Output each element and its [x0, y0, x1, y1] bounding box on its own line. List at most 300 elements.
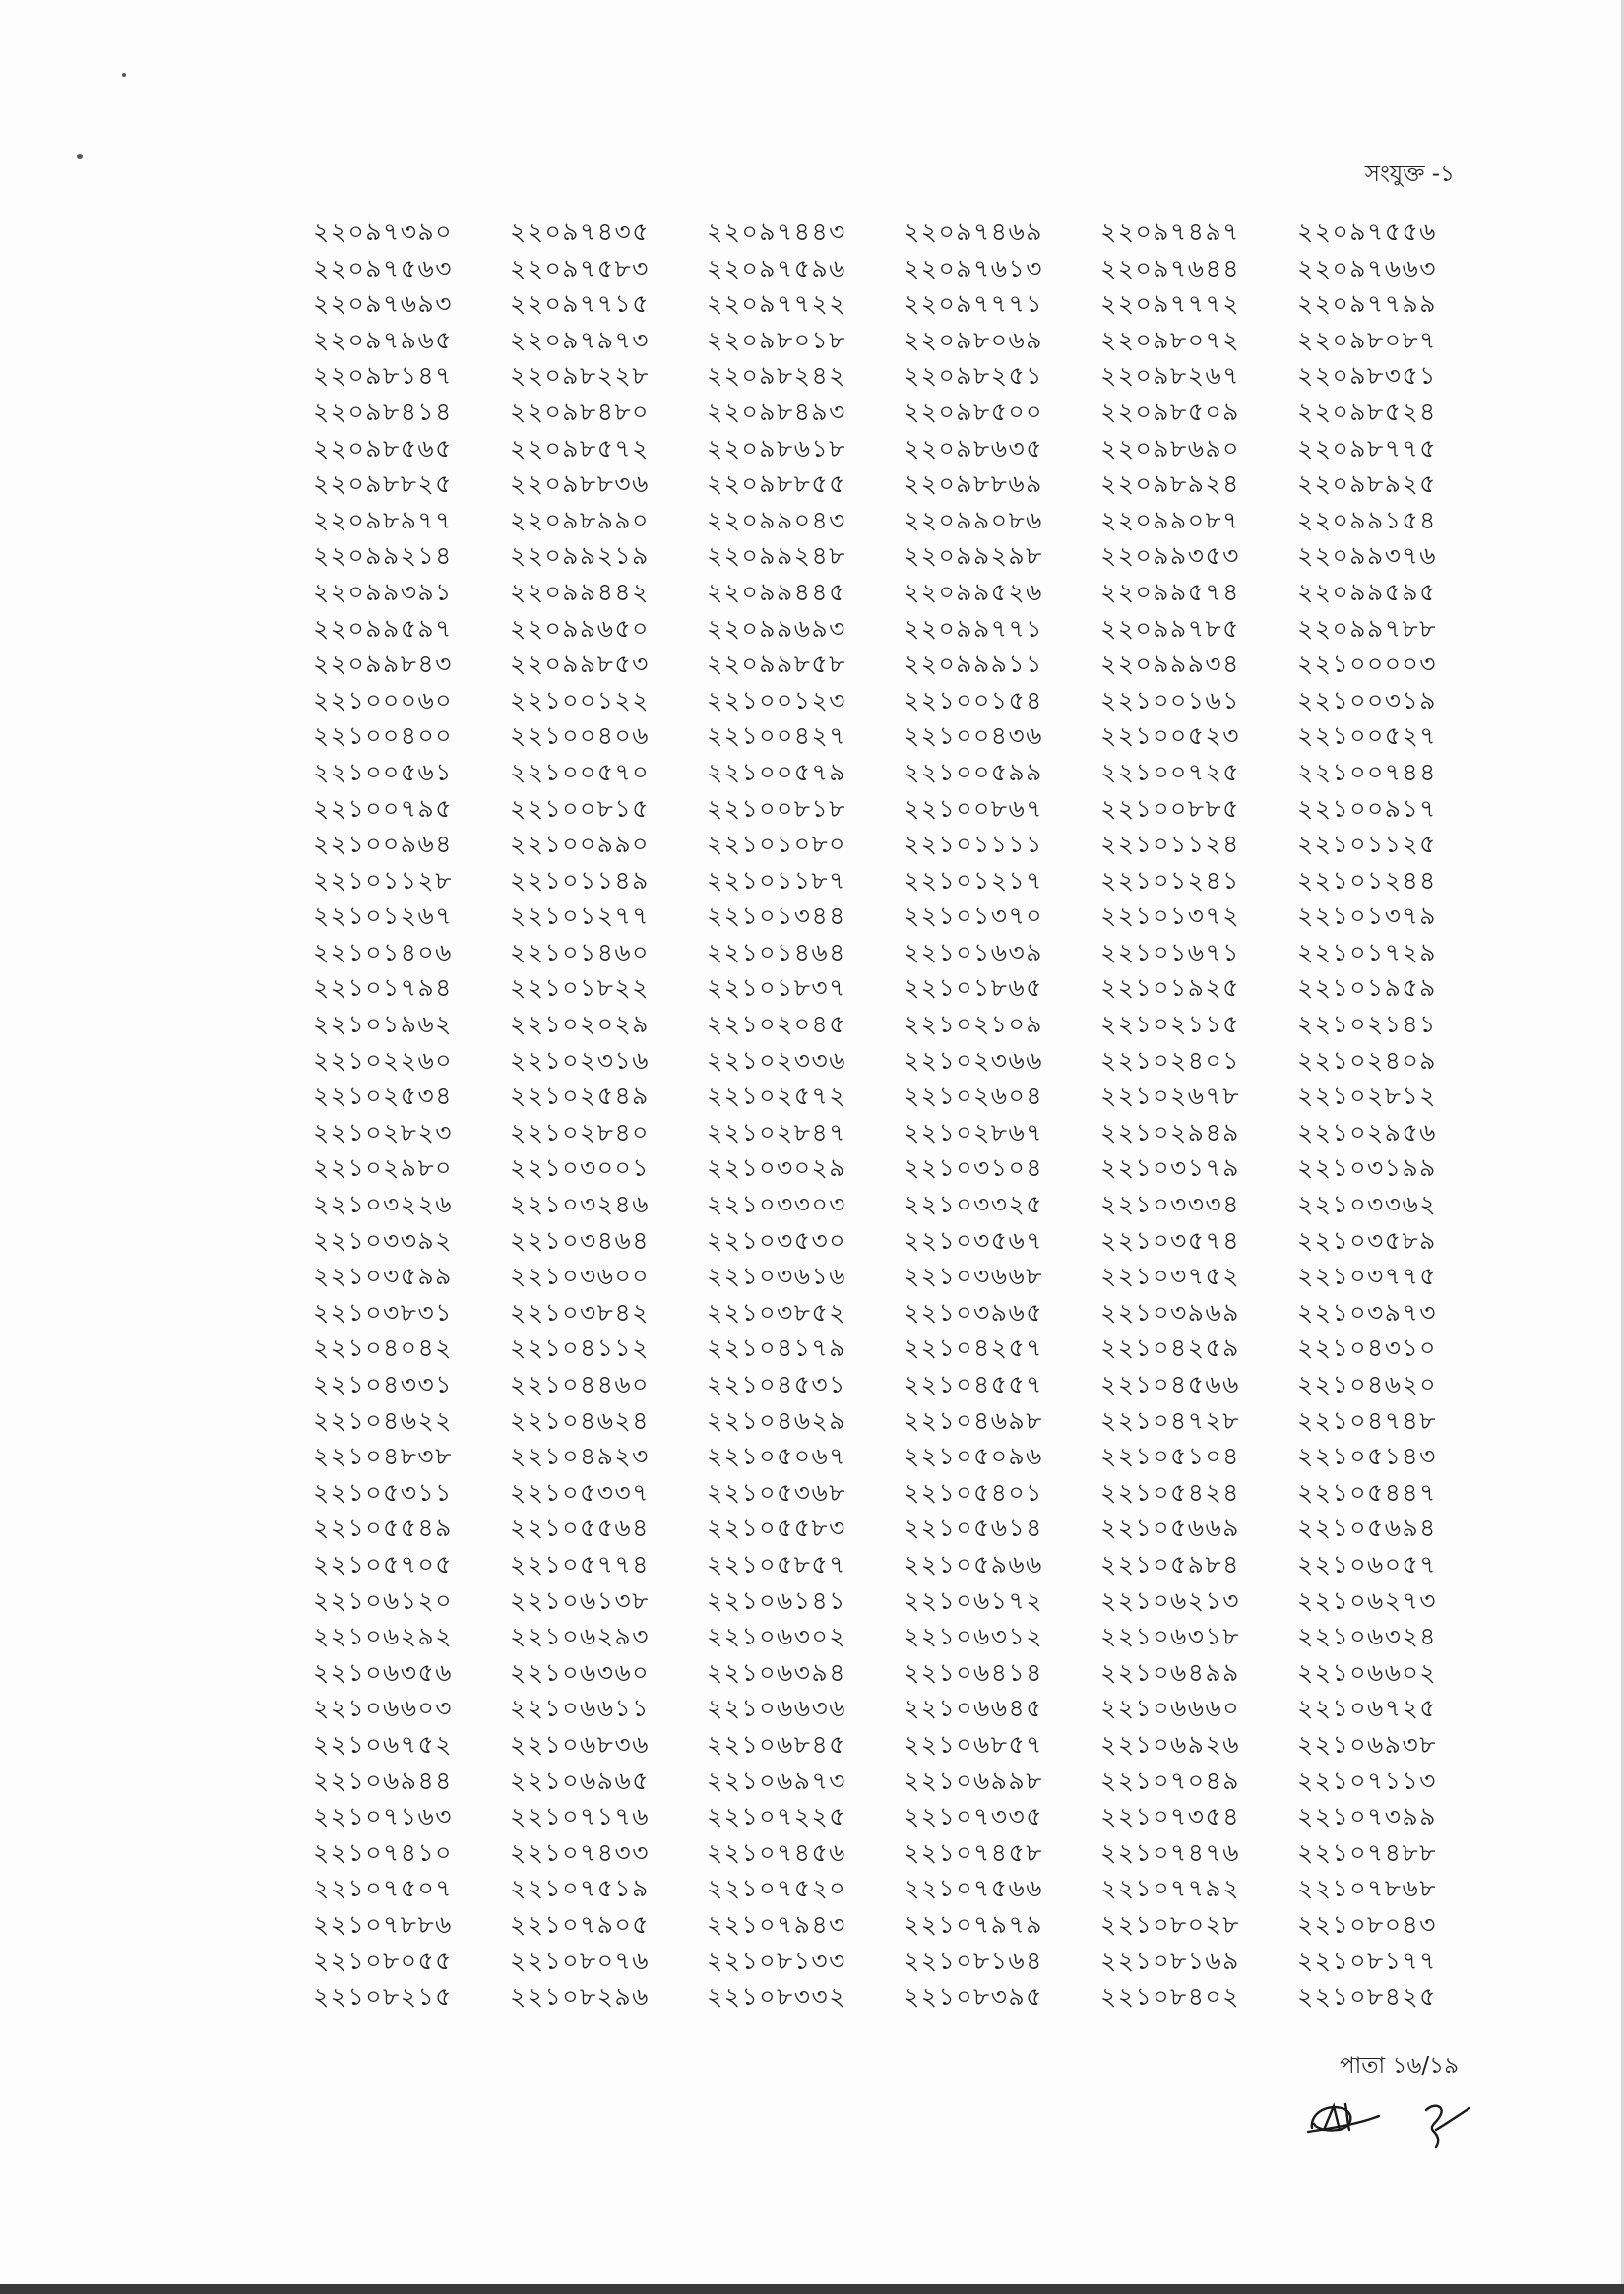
roll-number-cell: ২২০৯৭৭১৫ [510, 289, 650, 319]
roll-number-cell: ২২০৯৭৪৩৫ [510, 217, 650, 246]
roll-number-cell: ২২১০৬৬৩৬ [707, 1694, 847, 1723]
roll-number-cell: ২২১০৪২৫৭ [904, 1333, 1043, 1363]
roll-number-cell: ২২১০৫৬১৪ [904, 1514, 1043, 1543]
roll-number-cell: ২২০৯৮৪১৪ [313, 397, 453, 426]
roll-number-cell: ২২১০১৪০৬ [313, 937, 453, 966]
roll-number-cell: ২২১০৪৬২৯ [707, 1405, 846, 1435]
roll-number-cell: ২২১০৫১৪৩ [1297, 1442, 1437, 1471]
roll-number-cell: ২২১০৬৮৫৭ [904, 1729, 1043, 1759]
roll-number-cell: ২২১০৭৪৭৬ [1100, 1837, 1240, 1867]
roll-number-cell: ২২১০২০২৯ [510, 1010, 650, 1039]
roll-number-cell: ২২১০৩৫৯৯ [313, 1262, 453, 1291]
roll-number-cell: ২২১০৬৩৬০ [510, 1657, 651, 1687]
roll-number-cell: ২২১০২৪০৯ [1297, 1045, 1437, 1075]
roll-number-cell: ২২১০৩০০১ [510, 1153, 650, 1183]
roll-number-cell: ২২১০৫৬৬৯ [1100, 1514, 1240, 1543]
roll-number-cell: ২২০৯৯৫৯৫ [1297, 577, 1437, 606]
roll-number-cell: ২২১০৬১৭২ [904, 1585, 1043, 1615]
roll-number-cell: ২২১০০৮১৫ [510, 793, 650, 823]
signatures [1304, 2084, 1481, 2153]
roll-number-cell: ২২১০৬৩০২ [707, 1622, 847, 1651]
roll-number-cell: ২২১০০৩১৯ [1297, 685, 1437, 714]
roll-number-cell: ২২১০৩১০৪ [904, 1153, 1043, 1183]
roll-number-cell: ২২১০৫৪০১ [904, 1477, 1043, 1507]
roll-number-cell: ২২১০০০০৩ [1297, 650, 1438, 679]
roll-number-cell: ২২০৯৮২৪২ [707, 361, 846, 391]
roll-number-cell: ২২১০৬৬০২ [1297, 1657, 1438, 1687]
roll-number-cell: ২২১০১২১৭ [904, 865, 1043, 895]
roll-number-cell: ২২১০১২৭৭ [510, 901, 650, 931]
roll-number-cell: ২২০৯৮৮৩৬ [510, 469, 650, 499]
roll-number-cell: ২২১০১২৪১ [1100, 865, 1240, 895]
roll-number-cell: ২২১০২৩৬৬ [904, 1045, 1044, 1075]
roll-number-cell: ২২১০৩৫৭৪ [1100, 1225, 1240, 1255]
roll-number-cell: ২২১০৪৯২৩ [510, 1442, 650, 1471]
roll-number-cell: ২২০৯৯২১৪ [313, 541, 453, 571]
roll-number-cell: ২২১০৮০২৮ [1100, 1909, 1240, 1939]
roll-number-cell: ২২০৯৯০৮৬ [904, 505, 1043, 534]
roll-number-cell: ২২১০৭৫১৯ [510, 1874, 650, 1903]
roll-number-cell: ২২০৯৮০১৮ [707, 325, 846, 354]
roll-number-cell: ২২১০৭৫০৭ [313, 1874, 453, 1903]
roll-number-cell: ২২০৯৮০৮৭ [1297, 325, 1437, 354]
roll-number-cell: ২২১০৮০৪৩ [1297, 1909, 1437, 1939]
roll-number-cell: ২২১০৪৫৩১ [707, 1370, 846, 1398]
roll-number-cell: ২২১০৭৪৫৮ [904, 1837, 1043, 1867]
roll-number-cell: ২২১০২৯৮০ [313, 1153, 453, 1183]
roll-number-cell: ২২১০২৮৪০ [510, 1117, 650, 1147]
roll-number-cell: ২২১০৬৯৩৮ [1297, 1729, 1437, 1759]
roll-number-cell: ২২০৯৮১৪৭ [313, 361, 453, 391]
roll-number-cell: ২২০৯৮৯৭৭ [313, 505, 453, 534]
roll-number-cell: ২২১০৭৫৬৬ [904, 1874, 1043, 1903]
roll-number-cell: ২২১০০৪০৬ [510, 721, 650, 751]
roll-number-cell: ২২০৯৯৮৫৩ [510, 650, 650, 679]
roll-number-cell: ২২১০৫৭৭৪ [510, 1549, 650, 1579]
roll-number-cell: ২২০৯৯৯৩৪ [1100, 650, 1240, 679]
roll-number-cell: ২২১০০১২৩ [707, 685, 846, 714]
roll-number-cell: ২২১০৮৩৯৫ [904, 1982, 1043, 2012]
roll-number-cell: ২২০৯৮২৬৭ [1100, 361, 1240, 391]
roll-number-cell: ২২০৯৭৬৯৩ [313, 289, 453, 319]
roll-number-cell: ২২১০৭৯৪৩ [707, 1909, 846, 1939]
roll-number-cell: ২২১০৩৩৩৪ [1100, 1190, 1240, 1219]
roll-number-cell: ২২১০৬৪১৪ [904, 1657, 1043, 1687]
roll-number-cell: ২২০৯৮৬৯০ [1100, 433, 1240, 463]
roll-number-cell: ২২১০৫৫৬৪ [510, 1514, 650, 1543]
roll-number-cell: ২২১০০৫৭৯ [707, 757, 846, 786]
roll-number-cell: ২২০৯৮৫০০ [904, 397, 1043, 426]
roll-number-cell: ২২১০৭৪১০ [313, 1837, 453, 1867]
roll-number-cell: ২২১০৪০৪২ [313, 1333, 453, 1363]
roll-number-cell: ২২১০৭৪৮৮ [1297, 1837, 1437, 1867]
roll-number-cell: ২২১০৪৩১০ [1297, 1333, 1437, 1363]
roll-number-cell: ২২০৯৯৭৭১ [904, 613, 1043, 643]
roll-number-cell: ২২১০৩৮৫২ [707, 1297, 846, 1327]
roll-number-cell: ২২১০৬৬০৩ [313, 1694, 454, 1723]
roll-number-cell: ২২১০১৮৩৭ [707, 973, 846, 1003]
roll-number-cell: ২২০৯৯২১৯ [510, 541, 650, 571]
roll-number-cell: ২২১০১০৮০ [707, 830, 846, 859]
roll-number-cell: ২২০৯৮৬১৮ [707, 433, 846, 463]
roll-number-cell: ২২১০৫৬৯৪ [1297, 1514, 1437, 1543]
roll-number-cell: ২২১০১১৮৭ [707, 865, 846, 895]
roll-number-cell: ২২১০০৪৩৬ [904, 721, 1043, 751]
roll-number-cell: ২২১০৬৩৫৬ [313, 1657, 453, 1687]
roll-number-cell: ২২১০৬২৯২ [313, 1622, 453, 1651]
roll-number-cell: ২২০৯৯৫৯৭ [313, 613, 453, 643]
roll-number-cell: ২২১০২৪০১ [1100, 1045, 1240, 1075]
roll-number-cell: ২২০৯৭৪৪৩ [707, 217, 846, 246]
roll-number-cell: ২২০৯৮৮২৫ [313, 469, 453, 499]
roll-number-cell: ২২১০০৫৭০ [510, 757, 650, 786]
roll-number-cell: ২২১০৬৬৪৫ [904, 1694, 1043, 1723]
roll-number-cell: ২২১০৬৩২৪ [1297, 1622, 1437, 1651]
roll-number-cell: ২২১০৪৬২৪ [510, 1405, 650, 1435]
roll-number-cell: ২২০৯৯৮৫৮ [707, 650, 846, 679]
roll-number-cell: ২২০৯৮৪৮০ [510, 397, 650, 426]
roll-number-cell: ২২০৯৮৯৯০ [510, 505, 650, 534]
roll-number-cell: ২২১০৪৬৯৮ [904, 1405, 1043, 1435]
roll-number-cell: ২২১০৬০৫৭ [1297, 1549, 1437, 1579]
roll-number-cell: ২২১০৩৩২৫ [904, 1190, 1043, 1219]
roll-number-cell: ২২১০৫০৬৭ [707, 1442, 846, 1471]
roll-number-cell: ২২১০১৩৭০ [904, 901, 1043, 931]
roll-number-cell: ২২১০৭৪৫৬ [707, 1837, 846, 1867]
roll-number-cell: ২২১০৩০২৯ [707, 1153, 846, 1183]
roll-number-cell: ২২১০৫৪৪৭ [1297, 1477, 1437, 1507]
roll-number-cell: ২২১০৪৬২০ [1297, 1370, 1437, 1398]
roll-number-cell: ২২১০৩৬১৬ [707, 1262, 846, 1291]
roll-number-cell: ২২১০১১২৪ [1100, 830, 1240, 859]
initial-mark [1426, 2106, 1469, 2147]
roll-number-cell: ২২১০৬৬১১ [510, 1694, 650, 1723]
roll-number-cell: ২২১০৭৯০৫ [510, 1909, 650, 1939]
roll-number-cell: ২২০৯৯৩৯১ [313, 577, 453, 606]
roll-number-cell: ২২১০৭৯৭৯ [904, 1909, 1043, 1939]
roll-number-cell: ২২০৯৭৬১৩ [904, 253, 1043, 282]
roll-number-cell: ২২১০০১২২ [510, 685, 650, 714]
roll-number-cell: ২২১০৩৫৮৯ [1297, 1225, 1437, 1255]
annex-label: সংযুক্ত -১ [1364, 161, 1455, 187]
roll-number-cell: ২২১০৫১০৪ [1100, 1442, 1240, 1471]
roll-number-cell: ২২০৯৮৫৬৫ [313, 433, 453, 463]
roll-number-cell: ২২১০৫৭০৫ [313, 1549, 453, 1579]
roll-number-cell: ২২১০৬২৯৩ [510, 1622, 650, 1651]
roll-number-cell: ২২১০৬৩১২ [904, 1622, 1043, 1651]
roll-number-cell: ২২১০৩৫৩০ [707, 1225, 846, 1255]
roll-number-cell: ২২১০৪৭৪৮ [1297, 1405, 1437, 1435]
roll-number-cell: ২২০৯৭৫৮৩ [510, 253, 650, 282]
roll-number-cell: ২২১০৭৮৬৮ [1297, 1874, 1437, 1903]
roll-number-cell: ২২১০৩২৪৬ [510, 1190, 650, 1219]
roll-number-cell: ২২১০৬১৩৮ [510, 1585, 650, 1615]
roll-number-table [313, 215, 1494, 2015]
roll-number-cell: ২২০৯৭৭৯৯ [1297, 289, 1437, 319]
roll-number-cell: ২২১০৬৯৭৩ [707, 1766, 846, 1795]
roll-number-cell: ২২১০৩৫৬৭ [904, 1225, 1043, 1255]
roll-number-cell: ২২১০০৪০০ [313, 721, 453, 751]
roll-number-cell: ২২০৯৭৫৫৬ [1297, 217, 1437, 246]
roll-number-cell: ২২১০৬৯২৬ [1100, 1729, 1240, 1759]
roll-number-cell: ২২১০৮০৫৫ [313, 1946, 453, 1975]
roll-number-cell: ২২১০৮১৬৯ [1100, 1946, 1240, 1975]
roll-number-cell: ২২১০৩১৭৯ [1100, 1153, 1240, 1183]
scan-speck [77, 154, 83, 159]
roll-number-cell: ২২১০১৯২৫ [1100, 973, 1240, 1003]
roll-number-cell: ২২০৯৯৮৪৩ [313, 650, 453, 679]
roll-number-cell: ২২০৯৮৬৩৫ [904, 433, 1043, 463]
roll-number-cell: ২২১০৬৭২৫ [1297, 1694, 1437, 1723]
roll-number-cell: ২২১০৭৩৩৫ [904, 1802, 1043, 1831]
roll-number-cell: ২২১০১৩৪৪ [707, 901, 846, 931]
roll-number-cell: ২২১০৬৯৪৪ [313, 1766, 453, 1795]
roll-number-cell: ২২১০০৪২৭ [707, 721, 846, 751]
roll-number-cell: ২২০৯৭৭৭২ [1100, 289, 1241, 319]
roll-number-cell: ২২১০৩৯৭৩ [1297, 1297, 1437, 1327]
roll-number-cell: ২২১০৮০৭৬ [510, 1946, 650, 1975]
roll-number-cell: ২২১০৫০৯৬ [904, 1442, 1043, 1471]
roll-number-cell: ২২১০২৮৬৭ [904, 1117, 1043, 1147]
roll-number-cell: ২২১০১৭৯৪ [313, 973, 453, 1003]
roll-number-cell: ২২১০০০৬০ [313, 685, 454, 714]
roll-number-cell: ২২১০৩৯৬৯ [1100, 1297, 1240, 1327]
roll-number-cell: ২২১০৪৩৩১ [313, 1370, 453, 1398]
roll-number-cell: ২২০৯৮২২৮ [510, 361, 650, 391]
roll-number-cell: ২২০৯৯২৯৮ [904, 541, 1043, 571]
scan-speck [122, 73, 126, 77]
roll-number-cell: ২২১০২৬৭৮ [1100, 1082, 1240, 1111]
roll-number-cell: ২২১০২১০৯ [904, 1010, 1043, 1039]
roll-number-cell: ২২১০৩৬৬৮ [904, 1262, 1043, 1291]
roll-number-cell: ২২১০৮২১৫ [313, 1982, 453, 2012]
roll-number-cell: ২২০৯৯৩৫৩ [1100, 541, 1240, 571]
roll-number-cell: ২২১০৩৬০০ [510, 1262, 651, 1291]
roll-number-cell: ২২১০০৭৯৫ [313, 793, 453, 823]
roll-number-cell: ২২১০০৫৬১ [313, 757, 453, 786]
roll-number-cell: ২২১০২০৪৫ [707, 1010, 846, 1039]
roll-number-cell: ২২১০৮১৭৭ [1297, 1946, 1437, 1975]
roll-number-cell: ২২১০৩৩৬২ [1297, 1190, 1438, 1219]
roll-number-cell: ২২০৯৭৭৭১ [904, 289, 1043, 319]
roll-number-cell: ২২০৯৮৫৭২ [510, 433, 650, 463]
roll-number-cell: ২২১০৮২৯৬ [510, 1982, 650, 2012]
roll-number-cell: ২২১০১১২৮ [313, 865, 453, 895]
roll-number-cell: ২২১০২৮২৩ [313, 1117, 453, 1147]
roll-number-cell: ২২১০১৮২২ [510, 973, 650, 1003]
roll-number-cell: ২২০৯৯৪৪৫ [707, 577, 846, 606]
signature-mark [1308, 2104, 1379, 2132]
roll-number-cell: ২২১০৬৪৯৯ [1100, 1657, 1240, 1687]
roll-number-cell: ২২১০৫৩১১ [313, 1477, 453, 1507]
roll-number-cell: ২২১০৫৩৩৭ [510, 1477, 650, 1507]
roll-number-cell: ২২১০৭৩৫৪ [1100, 1802, 1240, 1831]
roll-number-cell: ২২১০২৮১২ [1297, 1082, 1437, 1111]
roll-number-cell: ২২০৯৯৬৫০ [510, 613, 650, 643]
roll-number-cell: ২২১০২১৪১ [1297, 1010, 1437, 1039]
roll-number-cell: ২২১০৩৮৩১ [313, 1297, 453, 1327]
roll-number-cell: ২২১০৬২১৩ [1100, 1585, 1240, 1615]
roll-number-cell: ২২১০৭৪৩৩ [510, 1837, 650, 1867]
roll-number-cell: ২২১০৪৫৬৬ [1100, 1370, 1240, 1398]
roll-number-cell: ২২০৯৯১৫৪ [1297, 505, 1437, 534]
roll-number-cell: ২২১০০৫২৩ [1100, 721, 1240, 751]
roll-number-cell: ২২০৯৮২৫১ [904, 361, 1043, 391]
roll-number-cell: ২২১০৪৪৬০ [510, 1370, 650, 1398]
roll-number-cell: ২২১০০৫৯৯ [904, 757, 1043, 786]
roll-number-cell: ২২১০০১৬১ [1100, 685, 1240, 714]
roll-number-cell: ২২০৯৯৩৭৬ [1297, 541, 1437, 571]
roll-number-cell: ২২১০৫৪২৪ [1100, 1477, 1240, 1507]
roll-number-cell: ২২০৯৭৫৬৩ [313, 253, 453, 282]
roll-number-cell: ২২১০১৬৩৯ [904, 937, 1043, 966]
roll-number-cell: ২২১০২২৬০ [313, 1045, 454, 1075]
roll-number-cell: ২২০৯৭৪৬৯ [904, 217, 1043, 246]
roll-number-cell: ২২০৯৯৫৭৪ [1100, 577, 1240, 606]
roll-number-cell: ২২১০৮৪০২ [1100, 1982, 1240, 2012]
roll-number-cell: ২২০৯৮৮৬৯ [904, 469, 1043, 499]
roll-number-cell: ২২১০১৪৬৪ [707, 937, 846, 966]
roll-number-cell: ২২১০৫৫৮৩ [707, 1514, 846, 1543]
roll-number-cell: ২২০৯৯২৪৮ [707, 541, 846, 571]
roll-number-cell: ২২১০৩৯৬৫ [904, 1297, 1043, 1327]
roll-number-cell: ২২১০১৩৭৯ [1297, 901, 1437, 931]
roll-number-cell: ২২১০১১১১ [904, 830, 1043, 859]
roll-number-cell: ২২১০৭১৬৩ [313, 1802, 453, 1831]
roll-number-cell: ২২১০৬৩১৮ [1100, 1622, 1240, 1651]
roll-number-cell: ২২১০৭২২৫ [707, 1802, 846, 1831]
roll-number-cell: ২২০৯৮৯২৪ [1100, 469, 1240, 499]
roll-number-cell: ২২০৯৮০৭২ [1100, 325, 1240, 354]
roll-number-cell: ২২১০২৬০৪ [904, 1082, 1043, 1111]
roll-number-cell: ২২১০৫৫৪৯ [313, 1514, 453, 1543]
roll-number-cell: ২২১০১৬৭১ [1100, 937, 1240, 966]
roll-number-cell: ২২১০৭১১৩ [1297, 1766, 1437, 1795]
roll-number-cell: ২২০৯৮৯২৫ [1297, 469, 1437, 499]
roll-number-cell: ২২১০১২৬৭ [313, 901, 453, 931]
roll-number-cell: ২২১০৩৩০৩ [707, 1190, 847, 1219]
roll-number-cell: ২২১০৪৮৩৮ [313, 1442, 453, 1471]
roll-number-cell: ২২১০০৫২৭ [1297, 721, 1437, 751]
roll-number-cell: ২২১০০১৫৪ [904, 685, 1043, 714]
roll-number-cell: ২২০৯৭৬৪৪ [1100, 253, 1240, 282]
roll-number-cell: ২২১০৬৩৯৪ [707, 1657, 846, 1687]
roll-number-cell: ২২১০৬৮৩৬ [510, 1729, 650, 1759]
roll-number-cell: ২২১০০৯১৭ [1297, 793, 1437, 823]
roll-number-cell: ২২১০১৯৫৯ [1297, 973, 1437, 1003]
roll-number-cell: ২২১০৭০৪৯ [1100, 1766, 1240, 1795]
roll-number-cell: ২২১০৬৯৬৫ [510, 1766, 650, 1795]
roll-number-cell: ২২০৯৭৯৭৩ [510, 325, 650, 354]
roll-number-cell: ২২০৯৯০৮৭ [1100, 505, 1240, 534]
roll-number-cell: ২২১০১৯৬২ [313, 1010, 453, 1039]
roll-number-cell: ২২১০০৭২৫ [1100, 757, 1240, 786]
roll-number-cell: ২২১০৬১৪১ [707, 1585, 846, 1615]
roll-number-cell: ২২১০৭৮৮৬ [313, 1909, 453, 1939]
roll-number-cell: ২২১০২৯৫৬ [1297, 1117, 1437, 1147]
page-number: পাতা ১৬/১৯ [1340, 2053, 1459, 2078]
roll-number-cell: ২২১০৫৮৫৭ [707, 1549, 846, 1579]
roll-number-cell: ২২১০১১৪৯ [510, 865, 650, 895]
roll-number-cell: ২২১০৫৯৮৪ [1100, 1549, 1240, 1579]
roll-number-cell: ২২১০৭৫২০ [707, 1874, 846, 1903]
roll-number-cell: ২২১০১১২৫ [1297, 830, 1437, 859]
roll-number-cell: ২২১০৪১১২ [510, 1333, 650, 1363]
roll-number-cell: ২২১০৩২২৬ [313, 1190, 454, 1219]
roll-number-cell: ২২১০২৩৩৬ [707, 1045, 847, 1075]
roll-number-cell: ২২০৯৮৩৫১ [1297, 361, 1437, 391]
roll-number-cell: ২২১০৭৩৯৯ [1297, 1802, 1437, 1831]
roll-number-cell: ২২১০৭১৭৬ [510, 1802, 650, 1831]
roll-number-cell: ২২০৯৭৭২২ [707, 289, 847, 319]
roll-number-cell: ২২১০৪৬২২ [313, 1405, 453, 1435]
roll-number-cell: ২২১০১৮৬৫ [904, 973, 1043, 1003]
roll-number-cell: ২২০৯৯৫২৬ [904, 577, 1043, 606]
roll-number-cell: ২২১০০৮৮৫ [1100, 793, 1240, 823]
roll-number-cell: ২২১০৪২৫৯ [1100, 1333, 1240, 1363]
roll-number-cell: ২২১০২৫৩৪ [313, 1082, 453, 1111]
roll-number-cell: ২২১০০৯৯০ [510, 830, 650, 859]
roll-number-cell: ২২০৯৮০৬৯ [904, 325, 1043, 354]
roll-number-cell: ২২০৯৭৬৬৩ [1297, 253, 1438, 282]
roll-number-cell: ২২১০২৩১৬ [510, 1045, 650, 1075]
roll-number-cell: ২২১০৩১৯৯ [1297, 1153, 1437, 1183]
roll-number-cell: ২২১০৬২৭৩ [1297, 1585, 1438, 1615]
roll-number-cell: ২২০৯৮৭৭৫ [1297, 433, 1437, 463]
roll-number-cell: ২২০৯৭৯৬৫ [313, 325, 453, 354]
roll-number-cell: ২২১০৩৪৬৪ [510, 1225, 650, 1255]
roll-number-cell: ২২০৯৯৯১১ [904, 650, 1043, 679]
roll-number-cell: ২২১০২১১৫ [1100, 1010, 1240, 1039]
roll-number-cell: ২২১০২৮৪৭ [707, 1117, 846, 1147]
roll-number-cell: ২২১০২৫৪৯ [510, 1082, 650, 1111]
roll-number-cell: ২২১০২৯৪৯ [1100, 1117, 1240, 1147]
roll-number-cell: ২২১০৬১২০ [313, 1585, 453, 1615]
roll-number-cell: ২২১০২৫৭২ [707, 1082, 846, 1111]
roll-number-cell: ২২০৯৯০৪৩ [707, 505, 846, 534]
scan-border [0, 2284, 1624, 2294]
roll-number-cell: ২২০৯৮৫২৪ [1297, 397, 1437, 426]
roll-number-cell: ২২১০৬৭৫২ [313, 1729, 453, 1759]
roll-number-cell: ২২১০৩৭৭৫ [1297, 1262, 1437, 1291]
roll-number-cell: ২২১০১২৪৪ [1297, 865, 1437, 895]
roll-number-cell: ২২০৯৭৩৯০ [313, 217, 453, 246]
roll-number-cell: ২২১০০৮৬৭ [904, 793, 1043, 823]
roll-number-cell: ২২১০১৭২৯ [1297, 937, 1437, 966]
roll-number-cell: ২২১০৮১৩৩ [707, 1946, 846, 1975]
roll-number-cell: ২২১০১৪৬০ [510, 937, 650, 966]
roll-number-cell: ২২০৯৯৬৯৩ [707, 613, 846, 643]
roll-number-cell: ২২০৯৮৪৯৩ [707, 397, 846, 426]
roll-number-cell: ২২১০৩৭৫২ [1100, 1262, 1240, 1291]
roll-number-cell: ২২০৯৯৭৮৫ [1100, 613, 1240, 643]
roll-number-cell: ২২১০০৯৬৪ [313, 830, 453, 859]
roll-number-cell: ২২১০৮১৬৪ [904, 1946, 1043, 1975]
roll-number-cell: ২২১০৬৮৪৫ [707, 1729, 846, 1759]
roll-number-cell: ২২০৯৮৫০৯ [1100, 397, 1240, 426]
roll-number-cell: ২২১০৩৩৯২ [313, 1225, 453, 1255]
roll-number-cell: ২২০৯৮৮৫৫ [707, 469, 846, 499]
roll-number-cell: ২২১০৮৪২৫ [1297, 1982, 1437, 2012]
roll-number-cell: ২২১০৫৯৬৬ [904, 1549, 1043, 1579]
roll-number-cell: ২২১০৮৩৩২ [707, 1982, 846, 2012]
roll-number-cell: ২২১০১৩৭২ [1100, 901, 1240, 931]
roll-number-cell: ২২১০৬৬৬০ [1100, 1694, 1241, 1723]
roll-number-cell: ২২১০০৮১৮ [707, 793, 846, 823]
roll-number-cell: ২২১০৪৭২৮ [1100, 1405, 1240, 1435]
roll-number-cell: ২২১০৪১৭৯ [707, 1333, 846, 1363]
roll-number-cell: ২২১০৩৮৪২ [510, 1297, 650, 1327]
